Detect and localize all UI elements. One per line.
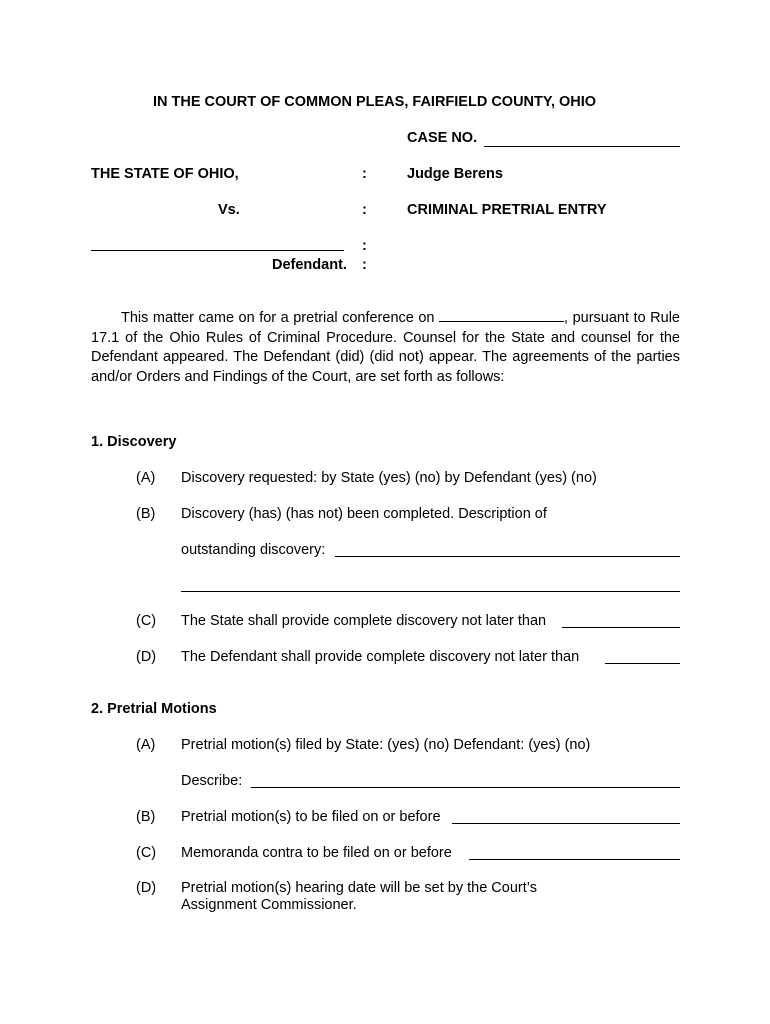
item-letter: (C) xyxy=(136,613,157,629)
caption-colon: : xyxy=(362,238,367,254)
state-discovery-deadline-field[interactable] xyxy=(562,627,680,628)
motions-deadline-field[interactable] xyxy=(452,823,680,824)
defendant-name-field[interactable] xyxy=(91,250,344,251)
pretrial-motions-heading: 2. Pretrial Motions xyxy=(91,701,217,717)
memoranda-deadline-text: Memoranda contra to be filed on or before xyxy=(181,845,452,861)
defendant-label: Defendant. xyxy=(272,257,347,273)
item-letter: (D) xyxy=(136,649,157,665)
caption-colon: : xyxy=(362,166,367,182)
discovery-requested-text: Discovery requested: by State (yes) (no) by Defendant (yes) (no) xyxy=(181,470,597,486)
intro-text-start: This matter came on for a pretrial conference on xyxy=(121,310,435,326)
motions-deadline-text: Pretrial motion(s) to be filed on or before xyxy=(181,809,441,825)
state-discovery-deadline-text: The State shall provide complete discovery not later than xyxy=(181,613,547,629)
discovery-heading: 1. Discovery xyxy=(91,434,177,450)
item-letter: (A) xyxy=(136,470,156,486)
hearing-date-text: Pretrial motion(s) hearing date will be set by the Court’s Assignment Commissioner. xyxy=(181,880,537,913)
plaintiff-name: THE STATE OF OHIO, xyxy=(91,166,239,182)
caption-colon: : xyxy=(362,202,367,218)
judge-name: Judge Berens xyxy=(407,166,503,182)
intro-paragraph xyxy=(91,308,680,387)
item-letter: (B) xyxy=(136,506,156,522)
item-letter: (D) xyxy=(136,880,157,896)
outstanding-discovery-label: outstanding discovery: xyxy=(181,542,326,558)
defendant-discovery-deadline-field[interactable] xyxy=(605,663,680,664)
pretrial-date-field[interactable] xyxy=(439,308,564,322)
intro-text-end: , pursuant to Rule 17.1 of the Ohio Rules of Criminal Procedure. Counsel for the State and counsel for the Defendant appeared. The Defendant (did) (did not) appear. The agreements of the parties and/or Orders and Findings of the Court, are set forth as follows: xyxy=(91,310,680,385)
item-letter: (A) xyxy=(136,737,156,753)
motions-filed-text: Pretrial motion(s) filed by State: (yes) (no) Defendant: (yes) (no) xyxy=(181,737,591,753)
court-title: IN THE COURT OF COMMON PLEAS, FAIRFIELD COUNTY, OHIO xyxy=(153,94,597,110)
outstanding-discovery-field-line2[interactable] xyxy=(181,591,680,592)
entry-title: CRIMINAL PRETRIAL ENTRY xyxy=(407,202,607,218)
describe-label: Describe: xyxy=(181,773,243,789)
memoranda-deadline-field[interactable] xyxy=(469,859,680,860)
discovery-completed-text: Discovery (has) (has not) been completed. Description of xyxy=(181,506,547,522)
outstanding-discovery-field[interactable] xyxy=(335,556,680,557)
case-no-label: CASE NO. xyxy=(407,130,478,146)
describe-field[interactable] xyxy=(251,787,680,788)
case-no-field[interactable] xyxy=(484,146,680,147)
versus-label: Vs. xyxy=(218,202,240,218)
item-letter: (C) xyxy=(136,845,157,861)
defendant-discovery-deadline-text: The Defendant shall provide complete discovery not later than xyxy=(181,649,580,665)
item-letter: (B) xyxy=(136,809,156,825)
caption-colon: : xyxy=(362,257,367,273)
